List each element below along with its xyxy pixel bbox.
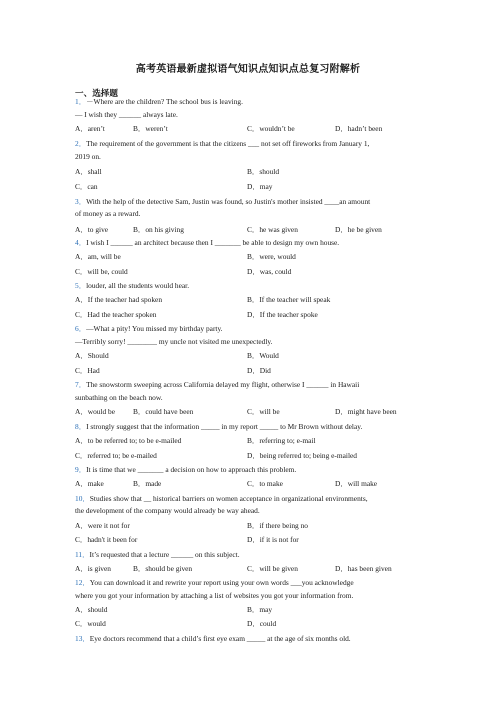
section-heading: 一、选择题 bbox=[75, 88, 118, 98]
option-a[interactable]: A．should bbox=[75, 605, 108, 614]
question-text: It’s requested that a lecture ______ on this subject. bbox=[89, 550, 240, 559]
option-d[interactable]: D．will make bbox=[335, 479, 378, 488]
question-text: It is time that we _______ a decision on how to approach this problem. bbox=[86, 465, 297, 474]
option-d[interactable]: D．could bbox=[247, 619, 277, 628]
option-c[interactable]: C．referred to; be e-mailed bbox=[75, 451, 157, 460]
question-line: of money as a reward. bbox=[75, 209, 141, 218]
option-a[interactable]: A．shall bbox=[75, 167, 102, 176]
option-b[interactable]: B．could have been bbox=[133, 407, 194, 416]
option-c[interactable]: C．he was given bbox=[247, 225, 298, 234]
question-3 bbox=[75, 197, 427, 206]
question-number: 2． bbox=[75, 139, 87, 148]
question-number: 5． bbox=[75, 281, 87, 290]
question-number: 13． bbox=[75, 634, 90, 643]
option-a[interactable]: A．If the teacher had spoken bbox=[75, 295, 163, 304]
question-6 bbox=[75, 324, 427, 333]
option-b[interactable]: B．referring to; e-mail bbox=[247, 436, 316, 445]
option-a[interactable]: A．make bbox=[75, 479, 104, 488]
option-c[interactable]: C．hadn't it been for bbox=[75, 535, 138, 544]
question-number: 10． bbox=[75, 494, 90, 503]
question-line: sunbathing on the beach now. bbox=[75, 393, 163, 402]
option-c[interactable]: C．Had the teacher spoken bbox=[75, 310, 157, 319]
option-d[interactable]: D．was, could bbox=[247, 267, 292, 276]
option-a[interactable]: A．aren’t bbox=[75, 124, 105, 133]
question-number: 11． bbox=[75, 550, 90, 559]
option-d[interactable]: D．has been given bbox=[335, 564, 392, 573]
option-c[interactable]: C．can bbox=[75, 182, 98, 191]
option-d[interactable]: D．hadn’t been bbox=[335, 124, 383, 133]
option-b[interactable]: B．may bbox=[247, 605, 273, 614]
question-text: －Where are the children? The school bus is leaving. bbox=[86, 97, 243, 106]
option-a[interactable]: A．would be bbox=[75, 407, 116, 416]
option-a[interactable]: A．to give bbox=[75, 225, 109, 234]
option-b[interactable]: B．If the teacher will speak bbox=[247, 295, 331, 304]
option-d[interactable]: D．might have been bbox=[335, 407, 397, 416]
question-number: 3． bbox=[75, 197, 87, 206]
question-12 bbox=[75, 578, 427, 587]
question-text: I wish I ______ an architect because then I _______ be able to design my own house. bbox=[86, 238, 340, 247]
option-a[interactable]: A．is given bbox=[75, 564, 111, 573]
question-4 bbox=[75, 238, 427, 247]
question-text: louder, all the students would hear. bbox=[86, 281, 190, 290]
question-7 bbox=[75, 380, 427, 389]
option-d[interactable]: D．if it is not for bbox=[247, 535, 299, 544]
option-a[interactable]: A．Should bbox=[75, 351, 109, 360]
question-text: You can download it and rewrite your report using your own words ___you acknowledge bbox=[89, 578, 354, 587]
question-number: 7． bbox=[75, 380, 87, 389]
option-b[interactable]: B．Would bbox=[247, 351, 279, 360]
question-text: The requirement of the government is that the citizens ___ not set off fireworks from January 1, bbox=[86, 139, 370, 148]
question-text: I strongly suggest that the information _____ in my report _____ to Mr Brown without delay. bbox=[86, 422, 363, 431]
option-b[interactable]: B．should bbox=[247, 167, 280, 176]
question-number: 9． bbox=[75, 465, 87, 474]
question-text: Studies show that __ historical barriers on women acceptance in organizational environments, bbox=[89, 494, 368, 503]
question-9 bbox=[75, 465, 427, 474]
option-d[interactable]: D．may bbox=[247, 182, 273, 191]
option-b[interactable]: B．weren’t bbox=[133, 124, 168, 133]
question-text: With the help of the detective Sam, Justin was found, so Justin's mother insisted ____an amount bbox=[86, 197, 371, 206]
question-10 bbox=[75, 494, 427, 503]
question-number: 6． bbox=[75, 324, 87, 333]
question-11 bbox=[75, 550, 427, 559]
question-text: The snowstorm sweeping across California delayed my flight, otherwise I ______ in Hawaii bbox=[86, 380, 360, 389]
option-c[interactable]: C．will be, could bbox=[75, 267, 128, 276]
page-title: 高考英语最新虚拟语气知识点知识点总复习附解析 bbox=[135, 64, 361, 75]
option-c[interactable]: C．will be bbox=[247, 407, 280, 416]
question-number: 1． bbox=[75, 97, 87, 106]
question-line: — I wish they ______ always late. bbox=[75, 110, 178, 119]
option-a[interactable]: A．were it not for bbox=[75, 521, 130, 530]
question-number: 4． bbox=[75, 238, 87, 247]
option-d[interactable]: D．If the teacher spoke bbox=[247, 310, 318, 319]
question-number: 12． bbox=[75, 578, 90, 587]
question-line: the development of the company would already be way ahead. bbox=[75, 506, 260, 515]
option-d[interactable]: D．he be given bbox=[335, 225, 382, 234]
question-2 bbox=[75, 139, 427, 148]
question-5 bbox=[75, 281, 427, 290]
option-b[interactable]: B．made bbox=[133, 479, 162, 488]
option-b[interactable]: B．should be given bbox=[133, 564, 193, 573]
option-b[interactable]: B．on his giving bbox=[133, 225, 184, 234]
option-c[interactable]: C．would bbox=[75, 619, 106, 628]
option-b[interactable]: B．if there being no bbox=[247, 521, 308, 530]
option-b[interactable]: B．were, would bbox=[247, 252, 296, 261]
option-c[interactable]: C．to make bbox=[247, 479, 283, 488]
option-d[interactable]: D．Did bbox=[247, 366, 271, 375]
option-c[interactable]: C．wouldn’t be bbox=[247, 124, 295, 133]
question-line: —Terribly sorry! ________ my uncle not visited me unexpectedly. bbox=[75, 337, 273, 346]
option-d[interactable]: D．being referred to; being e-mailed bbox=[247, 451, 357, 460]
question-text: Eye doctors recommend that a child’s first eye exam _____ at the age of six months old. bbox=[89, 634, 351, 643]
option-c[interactable]: C．will be given bbox=[247, 564, 298, 573]
question-line: 2019 on. bbox=[75, 152, 101, 161]
option-a[interactable]: A．am, will be bbox=[75, 252, 121, 261]
question-1 bbox=[75, 97, 427, 106]
question-text: —What a pity! You missed my birthday party. bbox=[86, 324, 223, 333]
question-number: 8． bbox=[75, 422, 87, 431]
question-8 bbox=[75, 422, 427, 431]
question-13 bbox=[75, 634, 427, 643]
option-a[interactable]: A．to be referred to; to be e-mailed bbox=[75, 436, 182, 445]
option-c[interactable]: C．Had bbox=[75, 366, 100, 375]
question-line: where you got your information by attaching a list of websites you got your information from. bbox=[75, 591, 354, 600]
